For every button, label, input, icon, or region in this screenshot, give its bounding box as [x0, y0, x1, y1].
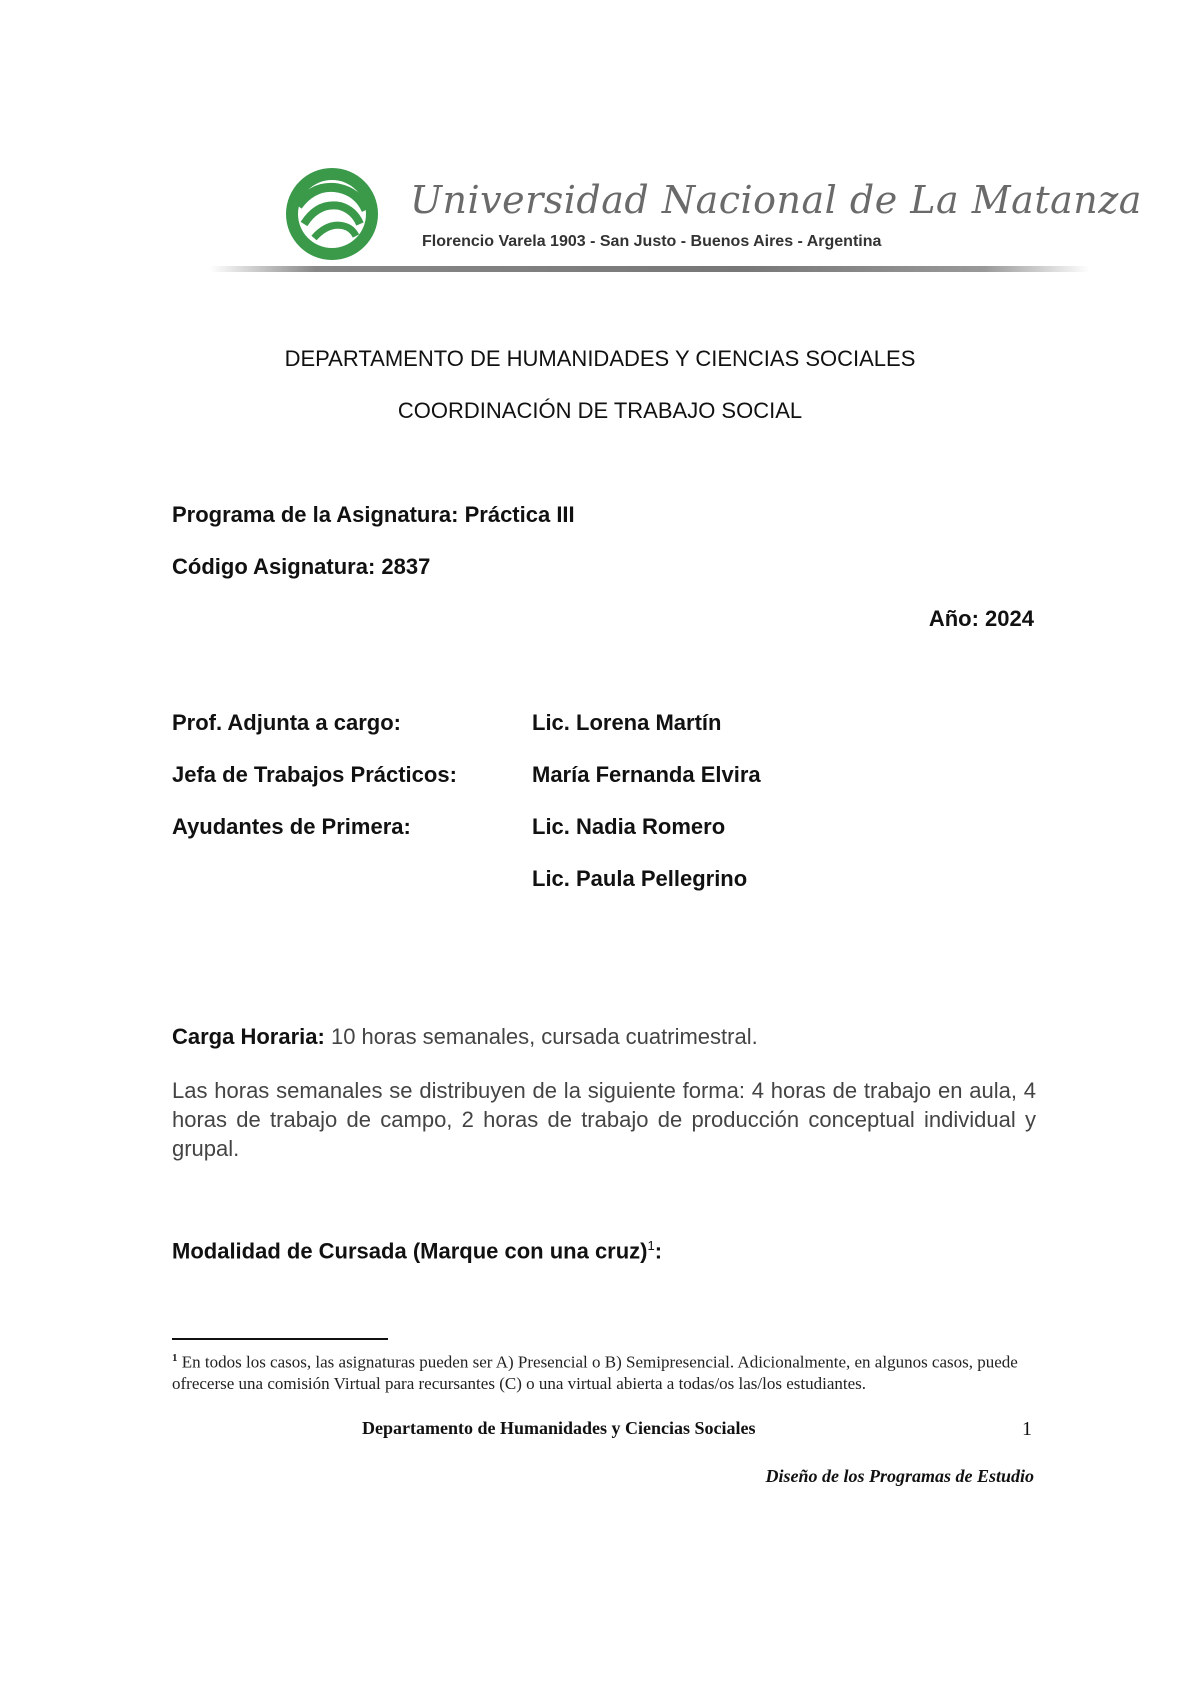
staff-name: María Fernanda Elvira [532, 762, 761, 787]
workload-line [172, 1024, 758, 1050]
staff-name: Lic. Lorena Martín [532, 710, 722, 735]
footer-department: Departamento de Humanidades y Ciencias Sociales [362, 1418, 756, 1438]
university-name: Universidad Nacional de La Matanza [410, 178, 1142, 222]
footnote [172, 1348, 1042, 1394]
staff-role: Jefa de Trabajos Prácticos: [172, 762, 457, 787]
footnote-ref: 1 [647, 1238, 655, 1253]
header-divider [210, 266, 1090, 272]
staff-name: Lic. Nadia Romero [532, 814, 726, 839]
subject-code: Código Asignatura: 2837 [172, 554, 431, 579]
footnote-text: En todos los casos, las asignaturas pueden ser A) Presencial o B) Semipresencial. Adicionalmente, en algunos casos, puede ofrecerse una comisión Virtual para recursantes (C) o una virtual abierta a todas/os las/los estudiantes. [172, 1352, 1018, 1393]
workload-label: Carga Horaria: [172, 1024, 325, 1049]
year: Año: 2024 [928, 606, 1034, 631]
staff-role: Prof. Adjunta a cargo: [172, 710, 401, 735]
hours-distribution: Las horas semanales se distribuyen de la siguiente forma: 4 horas de trabajo en aula, 4 horas de trabajo de campo, 2 horas de trabajo de producción conceptual individual y grupal. [172, 1078, 1036, 1161]
modality-text: Modalidad de Cursada (Marque con una cruz) [172, 1238, 648, 1264]
modality-suffix: : [654, 1238, 663, 1264]
footer-document-title: Diseño de los Programas de Estudio [765, 1466, 1034, 1486]
workload-value: 10 horas semanales, cursada cuatrimestral. [324, 1024, 758, 1049]
unlam-logo-icon [284, 166, 380, 262]
coordination-title: COORDINACIÓN DE TRABAJO SOCIAL [397, 398, 803, 423]
footnote-divider [172, 1338, 388, 1340]
footnote-number: 1 [172, 1352, 178, 1364]
modality-heading [172, 1238, 662, 1264]
department-title: DEPARTAMENTO DE HUMANIDADES Y CIENCIAS SOCIALES [284, 346, 916, 371]
program-name: Programa de la Asignatura: Práctica III [172, 502, 575, 527]
staff-name: Lic. Paula Pellegrino [532, 866, 748, 891]
staff-role: Ayudantes de Primera: [172, 814, 411, 839]
university-address: Florencio Varela 1903 - San Justo - Buenos Aires - Argentina [422, 233, 882, 250]
page-number: 1 [1022, 1418, 1032, 1440]
